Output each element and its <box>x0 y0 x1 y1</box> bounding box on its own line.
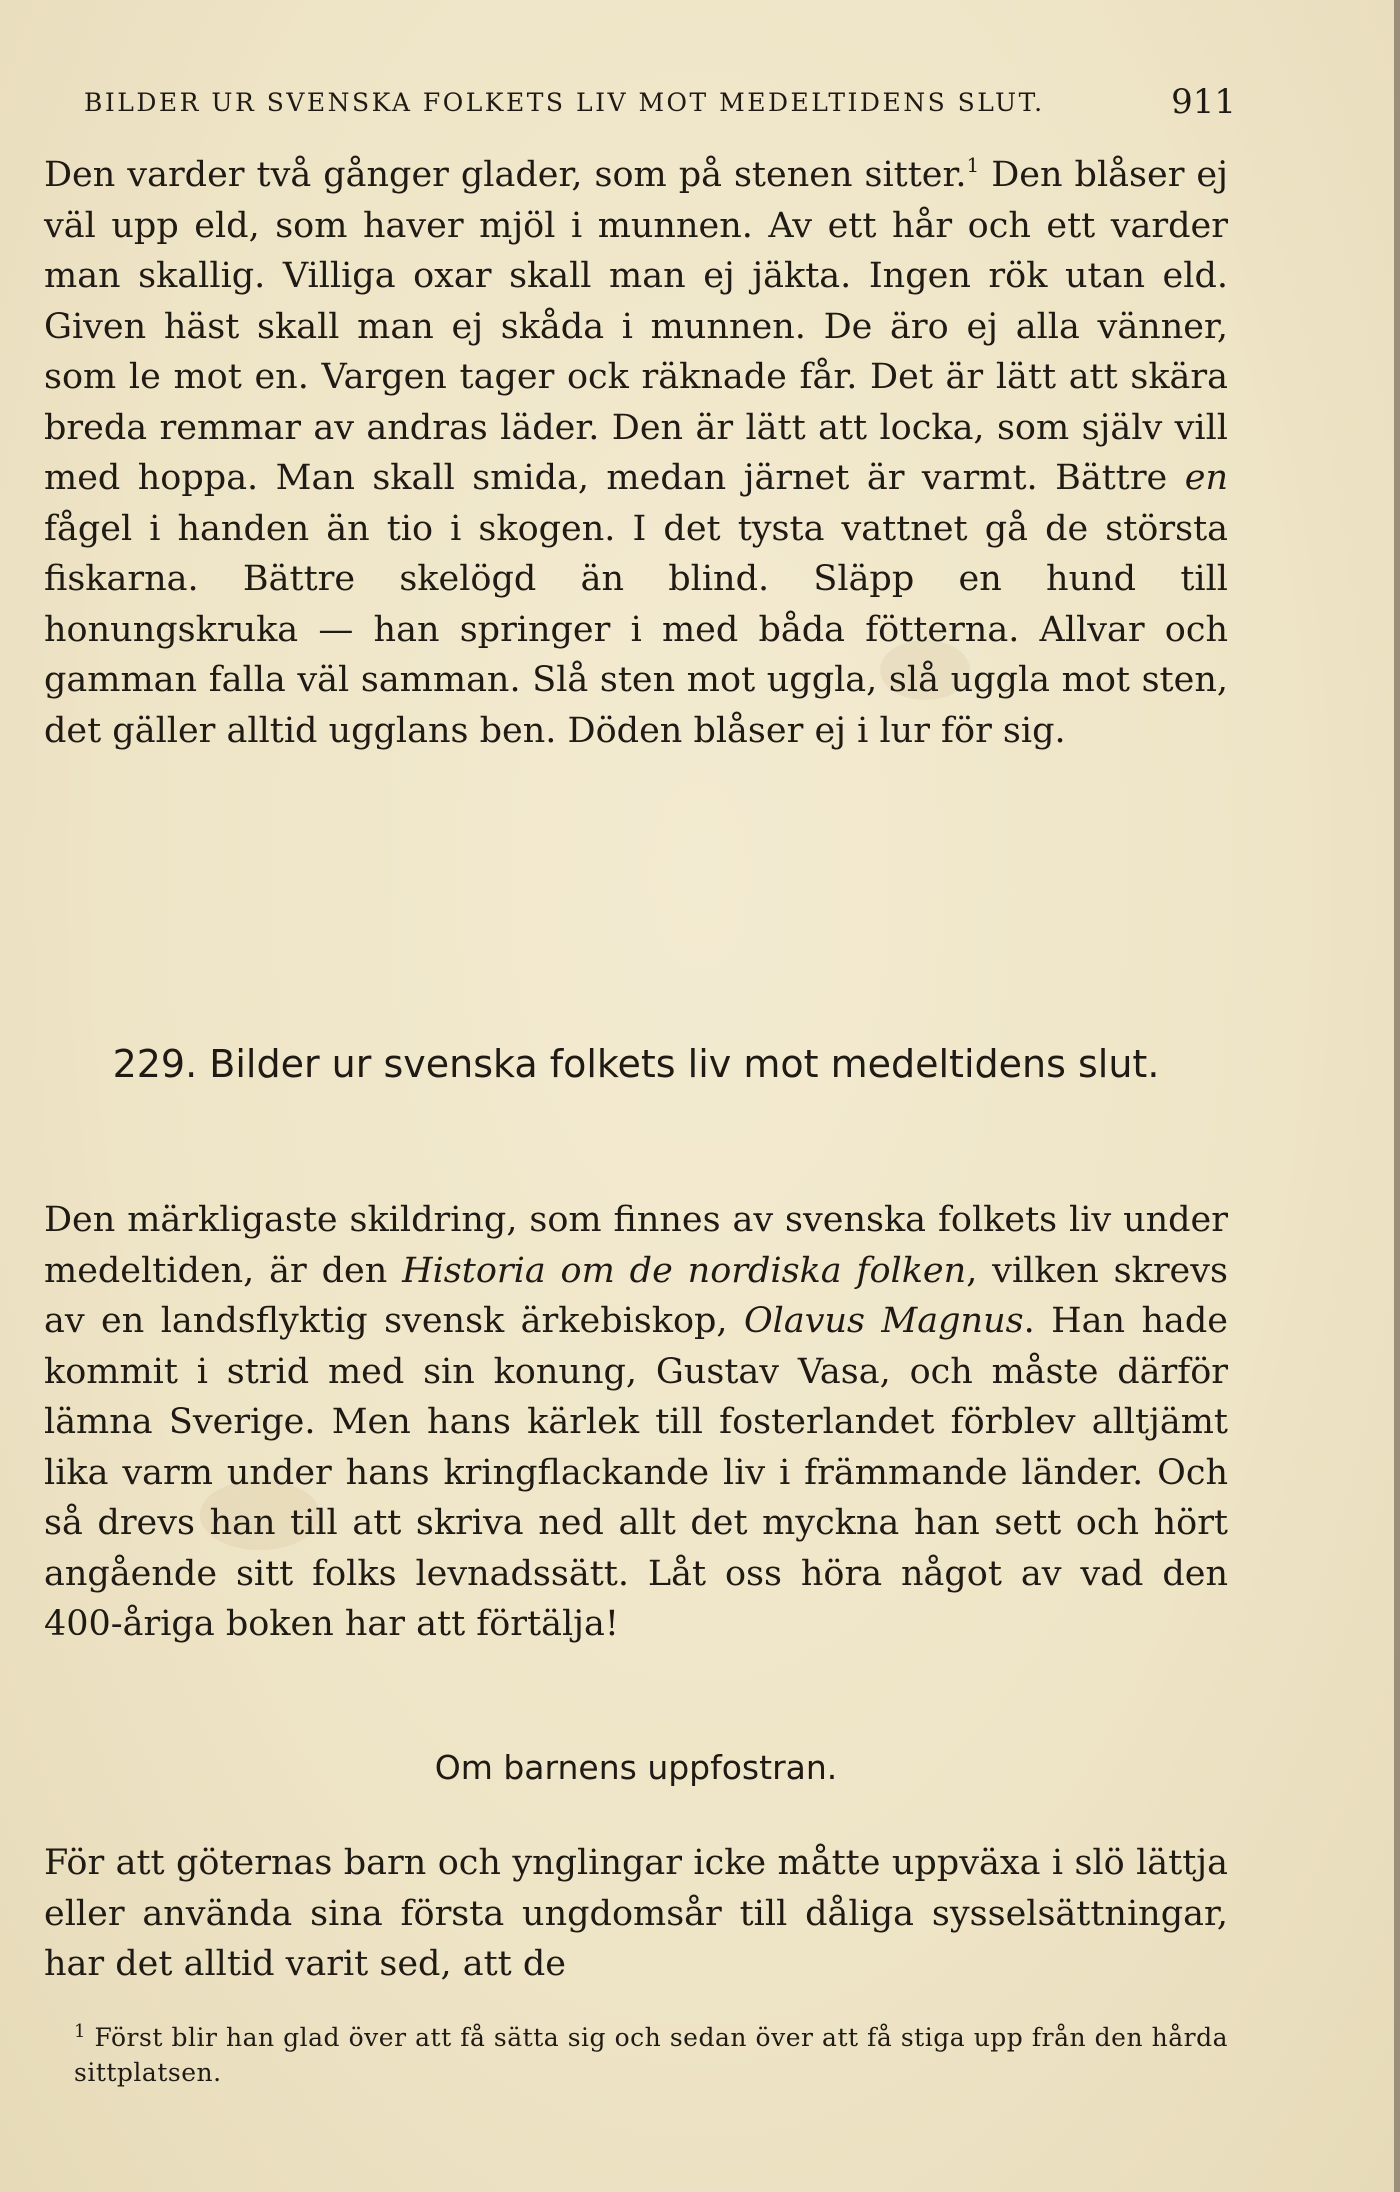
proverbs-paragraph <box>44 150 1228 756</box>
body-text: För att göternas barn och ynglingar icke måtte uppväxa i slö lättja eller använda sina första ungdomsår till dåliga sysselsättningar, har det alltid varit sed, att de <box>44 1843 1228 1984</box>
body-paragraph <box>44 1838 1228 1990</box>
footnote-line <box>44 2020 1228 2090</box>
running-head: BILDER UR SVENSKA FOLKETS LIV MOT MEDELTIDENS SLUT. <box>84 88 1045 117</box>
page-number: 911 <box>1171 82 1236 122</box>
section-heading: 229. Bilder ur svenska folkets liv mot medeltidens slut. <box>112 1042 1160 1086</box>
book-title: Historia om de nordiska folken <box>402 1250 967 1291</box>
author-name: Olavus Magnus <box>743 1301 1024 1341</box>
intro-text <box>44 1195 1228 1650</box>
footnote-text: Först blir han glad över att få sätta sig och sedan över att få stiga upp från den hårda sittplatsen. <box>74 2023 1228 2087</box>
footnote-reference: 1 <box>966 153 980 177</box>
proverbs-text-end: fågel i handen än tio i skogen. I det tysta vattnet gå de största fiskarna. Bättre skelögd än blind. Släpp en hund till honungskruka — han springer i med båda fötterna. Allvar och gamman falla väl samman. Slå sten mot uggla, slå uggla mot sten, det gäller alltid ugglans ben. Döden blåser ej i lur för sig. <box>44 508 1228 751</box>
page-header <box>84 82 1236 122</box>
proverbs-text-middle: Den blåser ej väl upp eld, som haver mjöl i munnen. Av ett hår och ett varder man skallig. Villiga oxar skall man ej jäkta. Ingen rök utan eld. Given häst skall man ej skåda i munnen. De äro ej alla vänner, som le mot en. Vargen tager ock räknade får. Det är lätt att skära breda remmar av andras läder. Den är lätt att locka, som själv vill med hoppa. Man skall smida, medan järnet är varmt. Bättre <box>44 155 1228 498</box>
intro-text-2: , vilken skrevs av en landsflyktig svensk ärkebiskop, <box>44 1250 1229 1341</box>
emphasized-word: en <box>1184 458 1228 498</box>
page-edge <box>1394 0 1400 2192</box>
footnote-mark: 1 <box>74 2021 86 2042</box>
proverbs-text-start: Den varder två gånger glader, som på stenen sitter. <box>44 155 967 195</box>
subsection-heading: Om barnens uppfostran. <box>434 1748 838 1787</box>
footnote <box>44 2020 1228 2090</box>
proverbs-text <box>44 150 1228 756</box>
intro-text-3: . Han hade kommit i strid med sin konung, Gustav Vasa, och måste därför lämna Sverige. Men hans kärlek till fosterlandet förblev alltjämt lika varm under hans kringflackande liv i främmande länder. Och så drevs han till att skriva ned allt det myckna han sett och hört angående sitt folks levnadssätt. Låt oss höra något av vad den 400-åriga boken har att förtälja! <box>44 1301 1229 1644</box>
intro-paragraph <box>44 1195 1228 1650</box>
intro-text-1: Den märkligaste skildring, som finnes av svenska folkets liv under medeltiden, är den <box>44 1200 1228 1291</box>
